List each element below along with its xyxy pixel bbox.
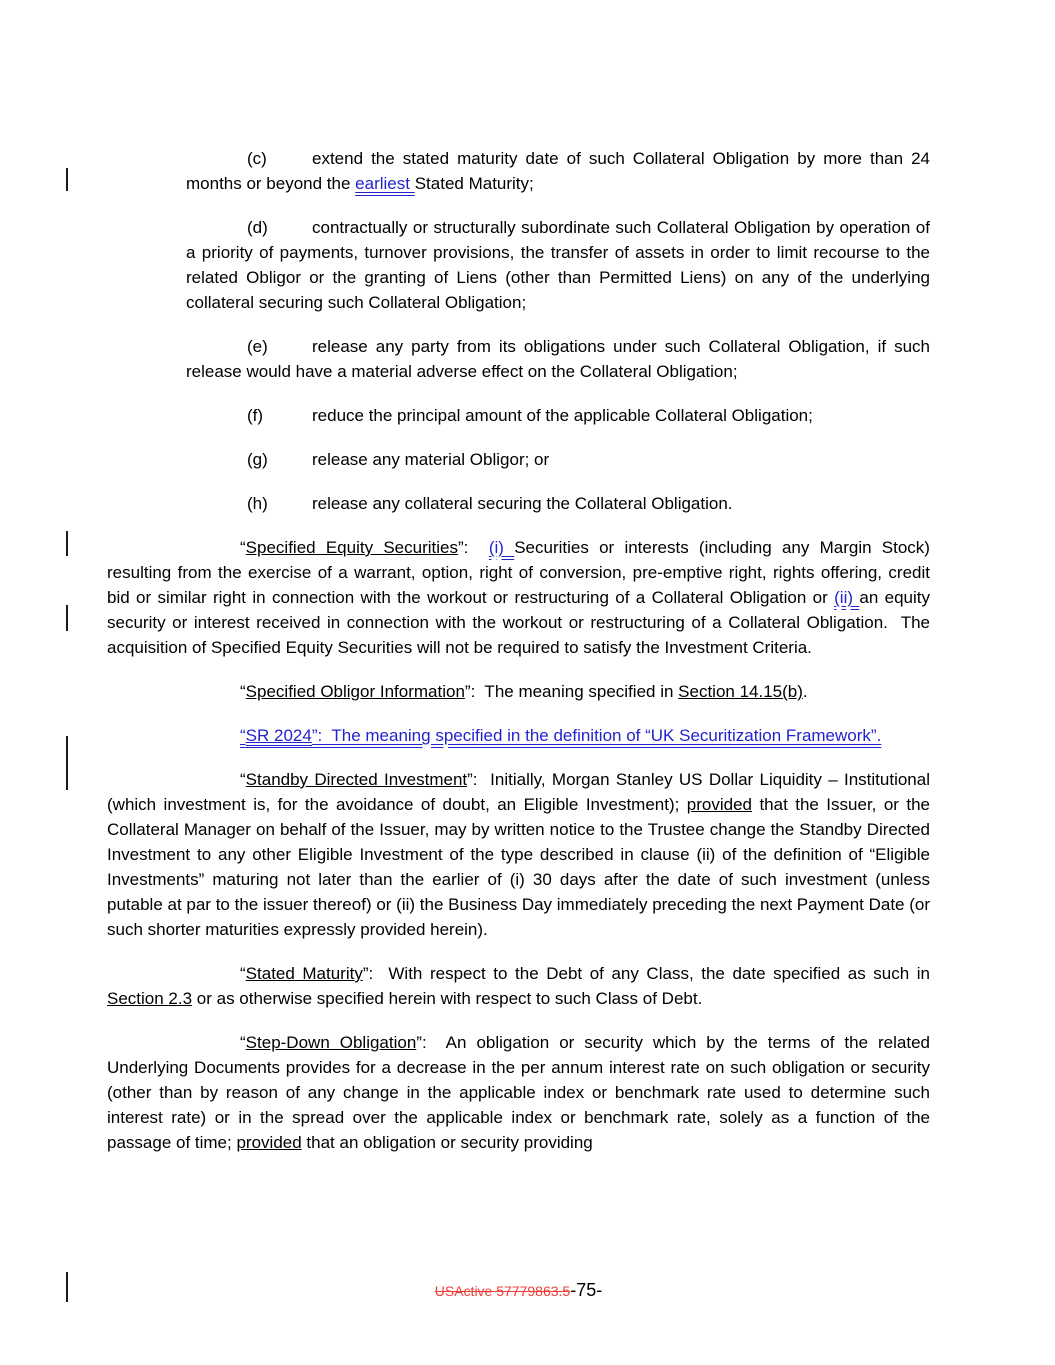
text-run: that an obligation or security providing <box>301 1133 593 1152</box>
text-run: ”: The meaning specified in <box>464 682 679 701</box>
page-number: -75- <box>570 1280 603 1300</box>
label-text-run: (c) <box>247 149 267 168</box>
term-text-run: Specified Equity Securities <box>245 538 458 557</box>
text-run: “ <box>240 964 246 983</box>
term-text-run: Stated Maturity <box>245 964 363 983</box>
list-paragraph <box>186 447 930 472</box>
label-text-run: (d) <box>247 218 268 237</box>
text-run: an equity security or interest received in connection with the workout or restructuring of a Collateral Obligation. The acquisition of Specified Equity Securities will not be required to satisfy the Investment Criteria. <box>107 588 930 657</box>
text-run: contractually or structurally subordinate such Collateral Obligation by operation of a priority of payments, turnover provisions, the transfer of assets in order to limit recourse to the related Obligor or the granting of Liens (other than Permitted Liens) on any of the underlying collateral securing such Collateral Obligation; <box>186 218 930 312</box>
text-run: ”: <box>457 538 489 557</box>
ins-text-run: “ <box>240 726 246 745</box>
underline-text-run: provided <box>686 795 753 814</box>
definition-paragraph <box>107 767 930 942</box>
ins-text-run: earliest <box>355 174 415 193</box>
text-run: Stated Maturity; <box>414 174 534 193</box>
term-text-run: Standby Directed Investment <box>245 770 468 789</box>
text-run: that the Issuer, or the Collateral Manager on behalf of the Issuer, may by written notice to the Trustee change the Standby Directed Investment to any other Eligible Investment of the type described in clause (ii) of the definition of “Eligible Investments” maturing not later than the earlier of (i) 30 days after the date of such investment (unless putable at par to the issuer thereof) or (ii) the Business Day immediately preceding the next Payment Date (or such shorter maturities expressly provided herein). <box>107 795 931 939</box>
list-paragraph <box>186 215 930 315</box>
definition-paragraph <box>107 535 930 660</box>
list-paragraph <box>186 491 930 516</box>
ins-term-text-run: SR 2024 <box>246 726 312 748</box>
underline-text-run: Section 2.3 <box>107 989 193 1008</box>
definition-paragraph <box>107 1030 930 1155</box>
term-text-run: Specified Obligor Information <box>245 682 465 701</box>
text-run: “ <box>240 770 246 789</box>
text-run: release any material Obligor; or <box>312 450 550 469</box>
label-text-run: (f) <box>247 406 264 425</box>
ins-text-run: (ii) <box>834 588 860 607</box>
text-run: release any collateral securing the Collateral Obligation. <box>312 494 733 513</box>
text-run: or as otherwise specified herein with respect to such Class of Debt. <box>192 989 703 1008</box>
underline-text-run: Section 14.15(b) <box>678 682 803 701</box>
text-run: ”: With respect to the Debt of any Class, the date specified as such in <box>362 964 931 983</box>
definition-paragraph <box>107 961 930 1011</box>
text-run: . <box>802 682 808 701</box>
list-paragraph <box>186 403 930 428</box>
deleted-doc-id: USActive 57779863.5 <box>434 1283 571 1299</box>
ins-text-run: ”: The meaning specified in the definition of “UK Securitization Framework”. <box>311 726 882 745</box>
text-run: release any party from its obligations under such Collateral Obligation, if such release would have a material adverse effect on the Collateral Obligation; <box>186 337 930 381</box>
text-run: ”: Initially, Morgan Stanley US Dollar Liquidity – Institutional (which investment is, for the avoidance of doubt, an Eligible Investment); <box>107 770 930 814</box>
label-text-run: (h) <box>247 494 268 513</box>
list-paragraph <box>186 334 930 384</box>
label-text-run: (e) <box>247 337 268 356</box>
change-bar <box>66 736 68 790</box>
document-body <box>107 146 930 1174</box>
definition-paragraph <box>107 723 930 748</box>
text-run: “ <box>240 682 246 701</box>
change-bar <box>66 605 68 631</box>
term-text-run: Step-Down Obligation <box>245 1033 417 1052</box>
change-bar <box>66 1272 68 1302</box>
definition-paragraph <box>107 679 930 704</box>
list-paragraph <box>186 146 930 196</box>
text-run: extend the stated maturity date of such Collateral Obligation by more than 24 months or beyond the <box>186 149 930 193</box>
text-run: ”: An obligation or security which by the terms of the related Underlying Documents provides for a decrease in the per annum interest rate on such obligation or security (other than by reason of any change in the applicable index or benchmark rate used to determine such interest rate) or in the spread over the applicable index or benchmark rate, solely as a function of the passage of time; <box>107 1033 930 1152</box>
page-footer <box>107 1278 930 1304</box>
change-bar <box>66 168 68 191</box>
text-run: Securities or interests (including any Margin Stock) resulting from the exercise of a warrant, option, right of conversion, pre-emptive right, rights offering, credit bid or similar right in connection with the workout or restructuring of a Collateral Obligation or <box>107 538 930 607</box>
text-run: reduce the principal amount of the applicable Collateral Obligation; <box>312 406 813 425</box>
label-text-run: (g) <box>247 450 268 469</box>
underline-text-run: provided <box>236 1133 302 1152</box>
text-run: “ <box>240 1033 246 1052</box>
change-bar <box>66 531 68 556</box>
ins-text-run: (i) <box>488 538 515 557</box>
text-run: “ <box>240 538 246 557</box>
